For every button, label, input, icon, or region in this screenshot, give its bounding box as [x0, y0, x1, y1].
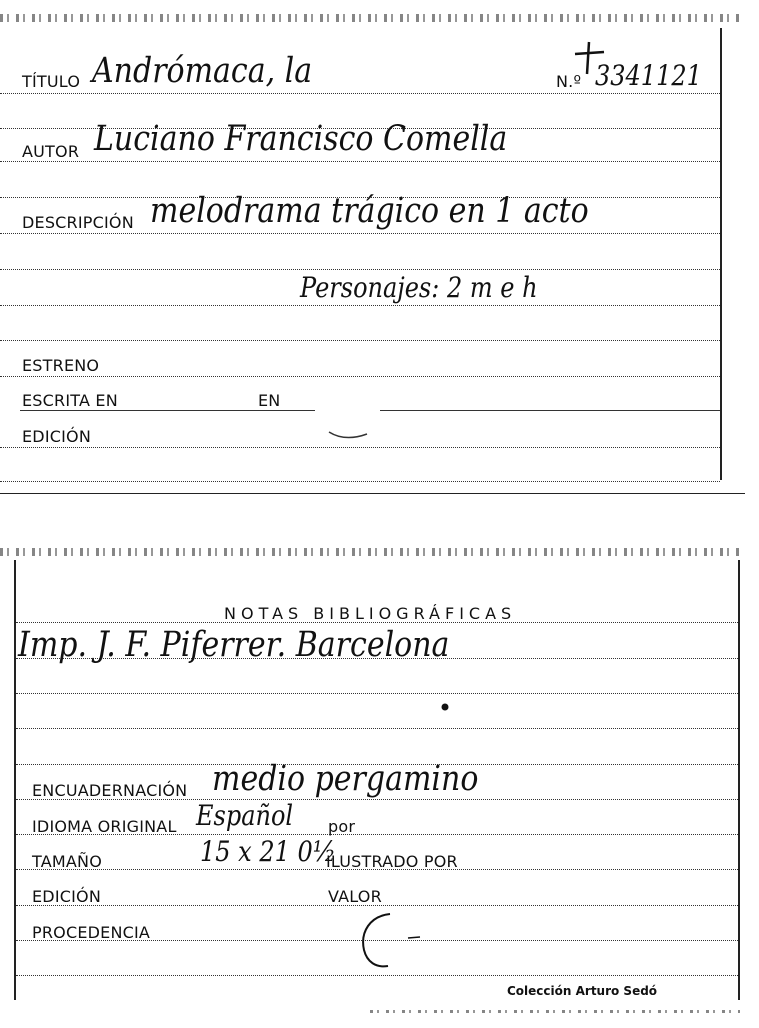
autor-value: Luciano Francisco Comella: [94, 118, 508, 159]
idioma-value: Español: [196, 799, 294, 832]
notas-title: NOTAS BIBLIOGRÁFICAS: [224, 604, 517, 623]
card1-rule: [0, 481, 720, 482]
stamp-mark-icon: [325, 426, 375, 444]
card1-rule: [0, 233, 720, 234]
escrita-en-line: [20, 410, 315, 411]
card1-rule: [0, 340, 720, 341]
card-separator: [0, 493, 745, 494]
procedencia-label: PROCEDENCIA: [32, 923, 151, 942]
scan-noise-middle: [0, 548, 740, 556]
en-label: EN: [258, 391, 281, 410]
por-label: por: [328, 817, 356, 836]
card2-rule: [16, 728, 738, 729]
titulo-value: Andrómaca, la: [92, 50, 313, 91]
edicion-label: EDICIÓN: [22, 427, 92, 446]
titulo-label: TÍTULO: [22, 72, 81, 91]
tamano-label: TAMAÑO: [32, 852, 102, 871]
descripcion-value: melodrama trágico en 1 acto: [150, 190, 589, 231]
tamano-value: 15 x 21 0½: [200, 835, 337, 868]
card2-rule: [16, 693, 738, 694]
encuadernacion-value: medio pergamino: [212, 758, 479, 799]
card2-rule: [16, 622, 738, 623]
card1-rule: [0, 161, 720, 162]
card1-rule: [0, 305, 720, 306]
descripcion-label: DESCRIPCIÓN: [22, 213, 134, 232]
circle-stamp-icon: [350, 910, 430, 970]
card2-rule: [16, 975, 738, 976]
numero-value: 3341121: [595, 59, 702, 92]
encuadernacion-label: ENCUADERNACIÓN: [32, 781, 188, 800]
numero-label: N.º: [556, 72, 582, 91]
edicion2-label: EDICIÓN: [32, 887, 102, 906]
escrita-en-label: ESCRITA EN: [22, 391, 118, 410]
cross-mark-icon: [572, 40, 606, 76]
escrita-en-line-2: [380, 410, 720, 411]
scan-noise-top: [0, 14, 740, 22]
ink-dot-icon: [440, 702, 450, 712]
card1-rule: [0, 93, 720, 94]
scan-noise-bottom: [370, 1010, 740, 1013]
card1-border: [0, 28, 722, 480]
estreno-label: ESTRENO: [22, 356, 100, 375]
card1-rule: [0, 447, 720, 448]
descripcion-extra: Personajes: 2 m e h: [300, 271, 538, 304]
autor-label: AUTOR: [22, 142, 80, 161]
card1-rule: [0, 376, 720, 377]
coleccion-label: Colección Arturo Sedó: [507, 984, 658, 998]
valor-label: VALOR: [328, 887, 382, 906]
card1-rule: [0, 269, 720, 270]
idioma-label: IDIOMA ORIGINAL: [32, 817, 177, 836]
notas-value: Imp. J. F. Piferrer. Barcelona: [18, 624, 450, 665]
ilustrado-label: ILUSTRADO POR: [326, 852, 458, 871]
